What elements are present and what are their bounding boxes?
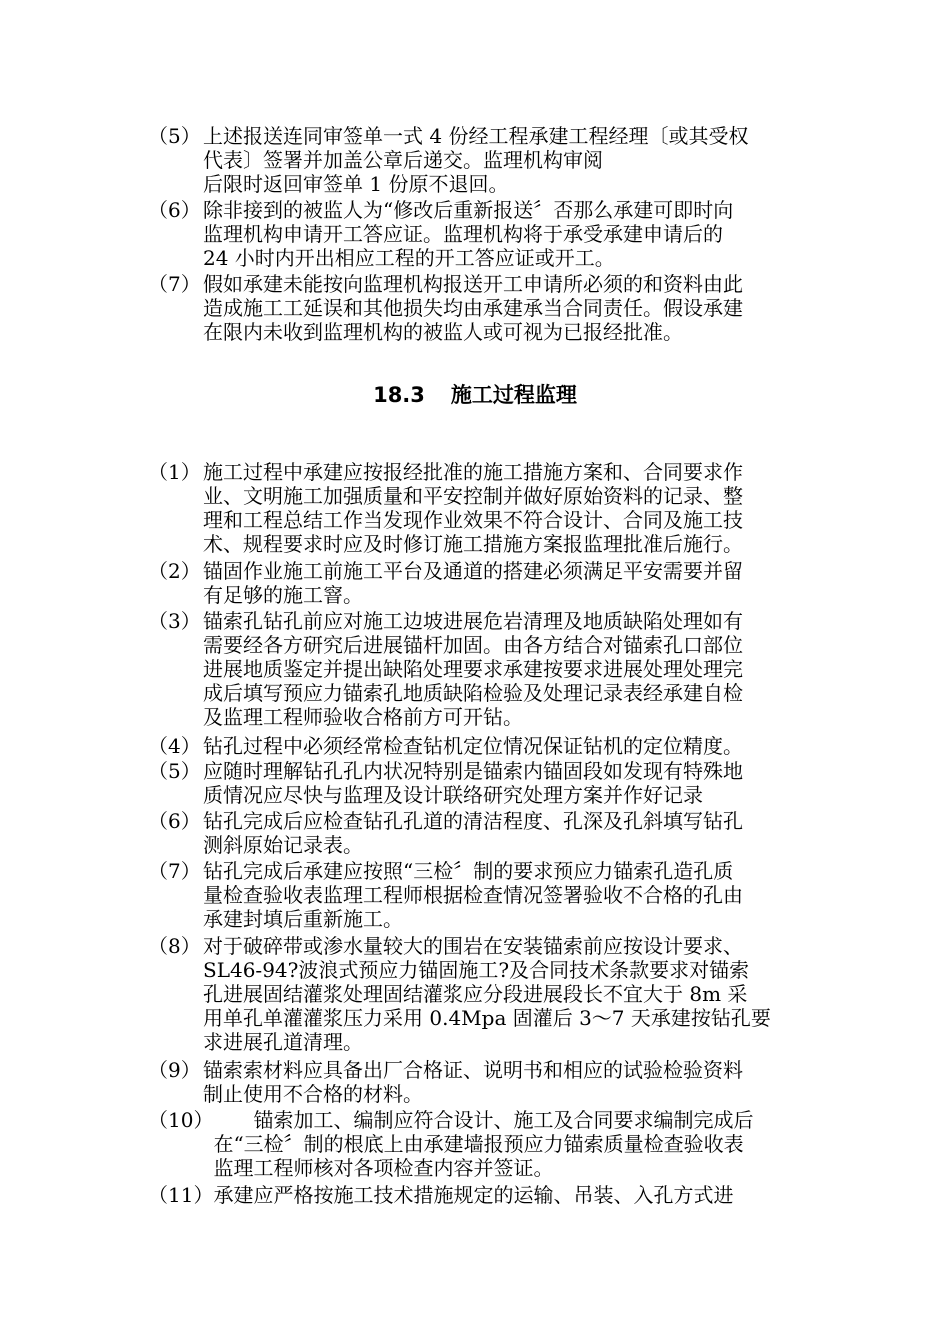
- item-line: 除非接到的被监人为“修改后重新报送〞否那么承建可即时向: [203, 198, 734, 222]
- section-number: 18.3: [373, 383, 425, 407]
- item-line: 承建应严格按施工技术措施规定的运输、吊装、入孔方式进: [213, 1183, 734, 1207]
- item-line: 造成施工工延误和其他损失均由承建承当合同责任。假设承建: [203, 296, 743, 320]
- list-item-b6: [148, 809, 820, 857]
- item-number: （7）: [148, 859, 201, 883]
- item-line: 有足够的施工窨。: [203, 583, 363, 607]
- list-item-b3: [148, 609, 820, 729]
- item-number: （2）: [148, 559, 201, 583]
- item-line: 求进展孔道清理。: [203, 1030, 363, 1054]
- item-line: 业、文明施工加强质量和平安控制并做好原始资料的记录、整: [203, 484, 743, 508]
- item-line: 24 小时内开出相应工程的开工答应证或开工。: [203, 246, 615, 270]
- item-line: 需要经各方研究后进展锚杆加固。由各方结合对锚索孔口部位: [203, 633, 743, 657]
- list-item-b11: [148, 1183, 820, 1207]
- item-line: 在“三检〞制的根底上由承建墙报预应力锚索质量检查验收表: [213, 1132, 744, 1156]
- item-line: 监理机构申请开工答应证。监理机构将于承受承建申请后的: [203, 222, 723, 246]
- item-line: 术、规程要求时应及时修订施工措施方案报监理批准后施行。: [203, 532, 743, 556]
- item-line: 锚索孔钻孔前应对施工边坡进展危岩清理及地质缺陷处理如有: [203, 609, 743, 633]
- list-item-b8: [148, 934, 820, 1054]
- item-line: 量检查验收表监理工程师根据检查情况签署验收不合格的孔由: [203, 883, 743, 907]
- item-text: [203, 559, 820, 607]
- item-number: （6）: [148, 198, 201, 222]
- item-line: 在限内未收到监理机构的被监人或可视为已报经批准。: [203, 320, 683, 344]
- item-line: 质情况应尽快与监理及设计联络研究处理方案并作好记录: [203, 783, 703, 807]
- list-item-b10: [148, 1108, 820, 1180]
- list-item-b5: [148, 759, 820, 807]
- list-item-b9: [148, 1058, 820, 1106]
- item-text: [203, 460, 820, 556]
- item-text: [203, 198, 820, 270]
- item-line: 测斜原始记录表。: [203, 833, 363, 857]
- item-text: [203, 859, 820, 931]
- item-line: 施工过程中承建应按报经批准的施工措施方案和、合同要求作: [203, 460, 743, 484]
- list-item-a6: [148, 198, 820, 270]
- item-text: [203, 734, 820, 758]
- item-text: [203, 934, 820, 1054]
- item-number: （10）: [148, 1108, 214, 1132]
- item-text: [203, 1058, 820, 1106]
- item-line: 孔进展固结灌浆处理固结灌浆应分段进展段长不宜大于 8m 采: [203, 982, 748, 1006]
- item-text: [213, 1183, 820, 1207]
- item-number: （7）: [148, 272, 201, 296]
- section-title: 施工过程监理: [450, 383, 577, 407]
- list-item-b7: [148, 859, 820, 931]
- item-number: （3）: [148, 609, 201, 633]
- item-line: 承建封填后重新施工。: [203, 907, 403, 931]
- item-line: 理和工程总结工作当发现作业效果不符合设计、合同及施工技: [203, 508, 743, 532]
- item-number: （8）: [148, 934, 201, 958]
- item-number: （5）: [148, 759, 201, 783]
- list-item-a5: [148, 124, 820, 196]
- item-line: 制止使用不合格的材料。: [203, 1082, 423, 1106]
- item-line: 用单孔单灌灌浆压力采用 0.4Mpa 固灌后 3～7 天承建按钻孔要: [203, 1006, 771, 1030]
- section-heading: [0, 380, 950, 410]
- item-line: 后限时返回审签单 1 份原不退回。: [203, 172, 509, 196]
- item-line: 及监理工程师验收合格前方可开钻。: [203, 705, 523, 729]
- list-item-b1: [148, 460, 820, 556]
- item-text: [213, 1108, 820, 1180]
- item-text: [203, 124, 820, 196]
- item-text: [203, 809, 820, 857]
- item-number: （6）: [148, 809, 201, 833]
- item-line: 上述报送连同审签单一式 4 份经工程承建工程经理〔或其受权: [203, 124, 749, 148]
- item-line: 锚索索材料应具备出厂合格证、说明书和相应的试验检验资料: [203, 1058, 743, 1082]
- item-text: [203, 609, 820, 729]
- item-line: 成后填写预应力锚索孔地质缺陷检验及处理记录表经承建自检: [203, 681, 743, 705]
- item-number: （4）: [148, 734, 201, 758]
- item-line: 钻孔完成后应检查钻孔孔道的清洁程度、孔深及孔斜填写钻孔: [203, 809, 743, 833]
- item-line: 钻孔完成后承建应按照“三检〞制的要求预应力锚索孔造孔质: [203, 859, 734, 883]
- item-line: 锚固作业施工前施工平台及通道的搭建必须满足平安需要并留: [203, 559, 743, 583]
- item-text: [203, 272, 820, 344]
- list-item-b2: [148, 559, 820, 607]
- list-item-b4: [148, 734, 820, 758]
- item-line: 应随时理解钻孔孔内状况特别是锚索内锚固段如发现有特殊地: [203, 759, 743, 783]
- item-number: （9）: [148, 1058, 201, 1082]
- item-number: （1）: [148, 460, 201, 484]
- item-number: （11）: [148, 1183, 214, 1207]
- item-line: 代表〕签署并加盖公章后递交。监理机构审阅: [203, 148, 603, 172]
- item-line: 进展地质鉴定并提出缺陷处理要求承建按要求进展处理处理完: [203, 657, 743, 681]
- item-line: 钻孔过程中必须经常检查钻机定位情况保证钻机的定位精度。: [203, 734, 743, 758]
- item-line: 锚索加工、编制应符合设计、施工及合同要求编制完成后: [253, 1108, 754, 1132]
- item-line: 监理工程师核对各项检查内容并签证。: [213, 1156, 554, 1180]
- item-number: （5）: [148, 124, 201, 148]
- item-line: 假如承建未能按向监理机构报送开工申请所必须的和资料由此: [203, 272, 743, 296]
- item-line: 对于破碎带或渗水量较大的围岩在安装锚索前应按设计要求、: [203, 934, 743, 958]
- list-item-a7: [148, 272, 820, 344]
- item-line: SL46-94?波浪式预应力锚固施工?及合同技术条款要求对锚索: [203, 958, 750, 982]
- item-text: [203, 759, 820, 807]
